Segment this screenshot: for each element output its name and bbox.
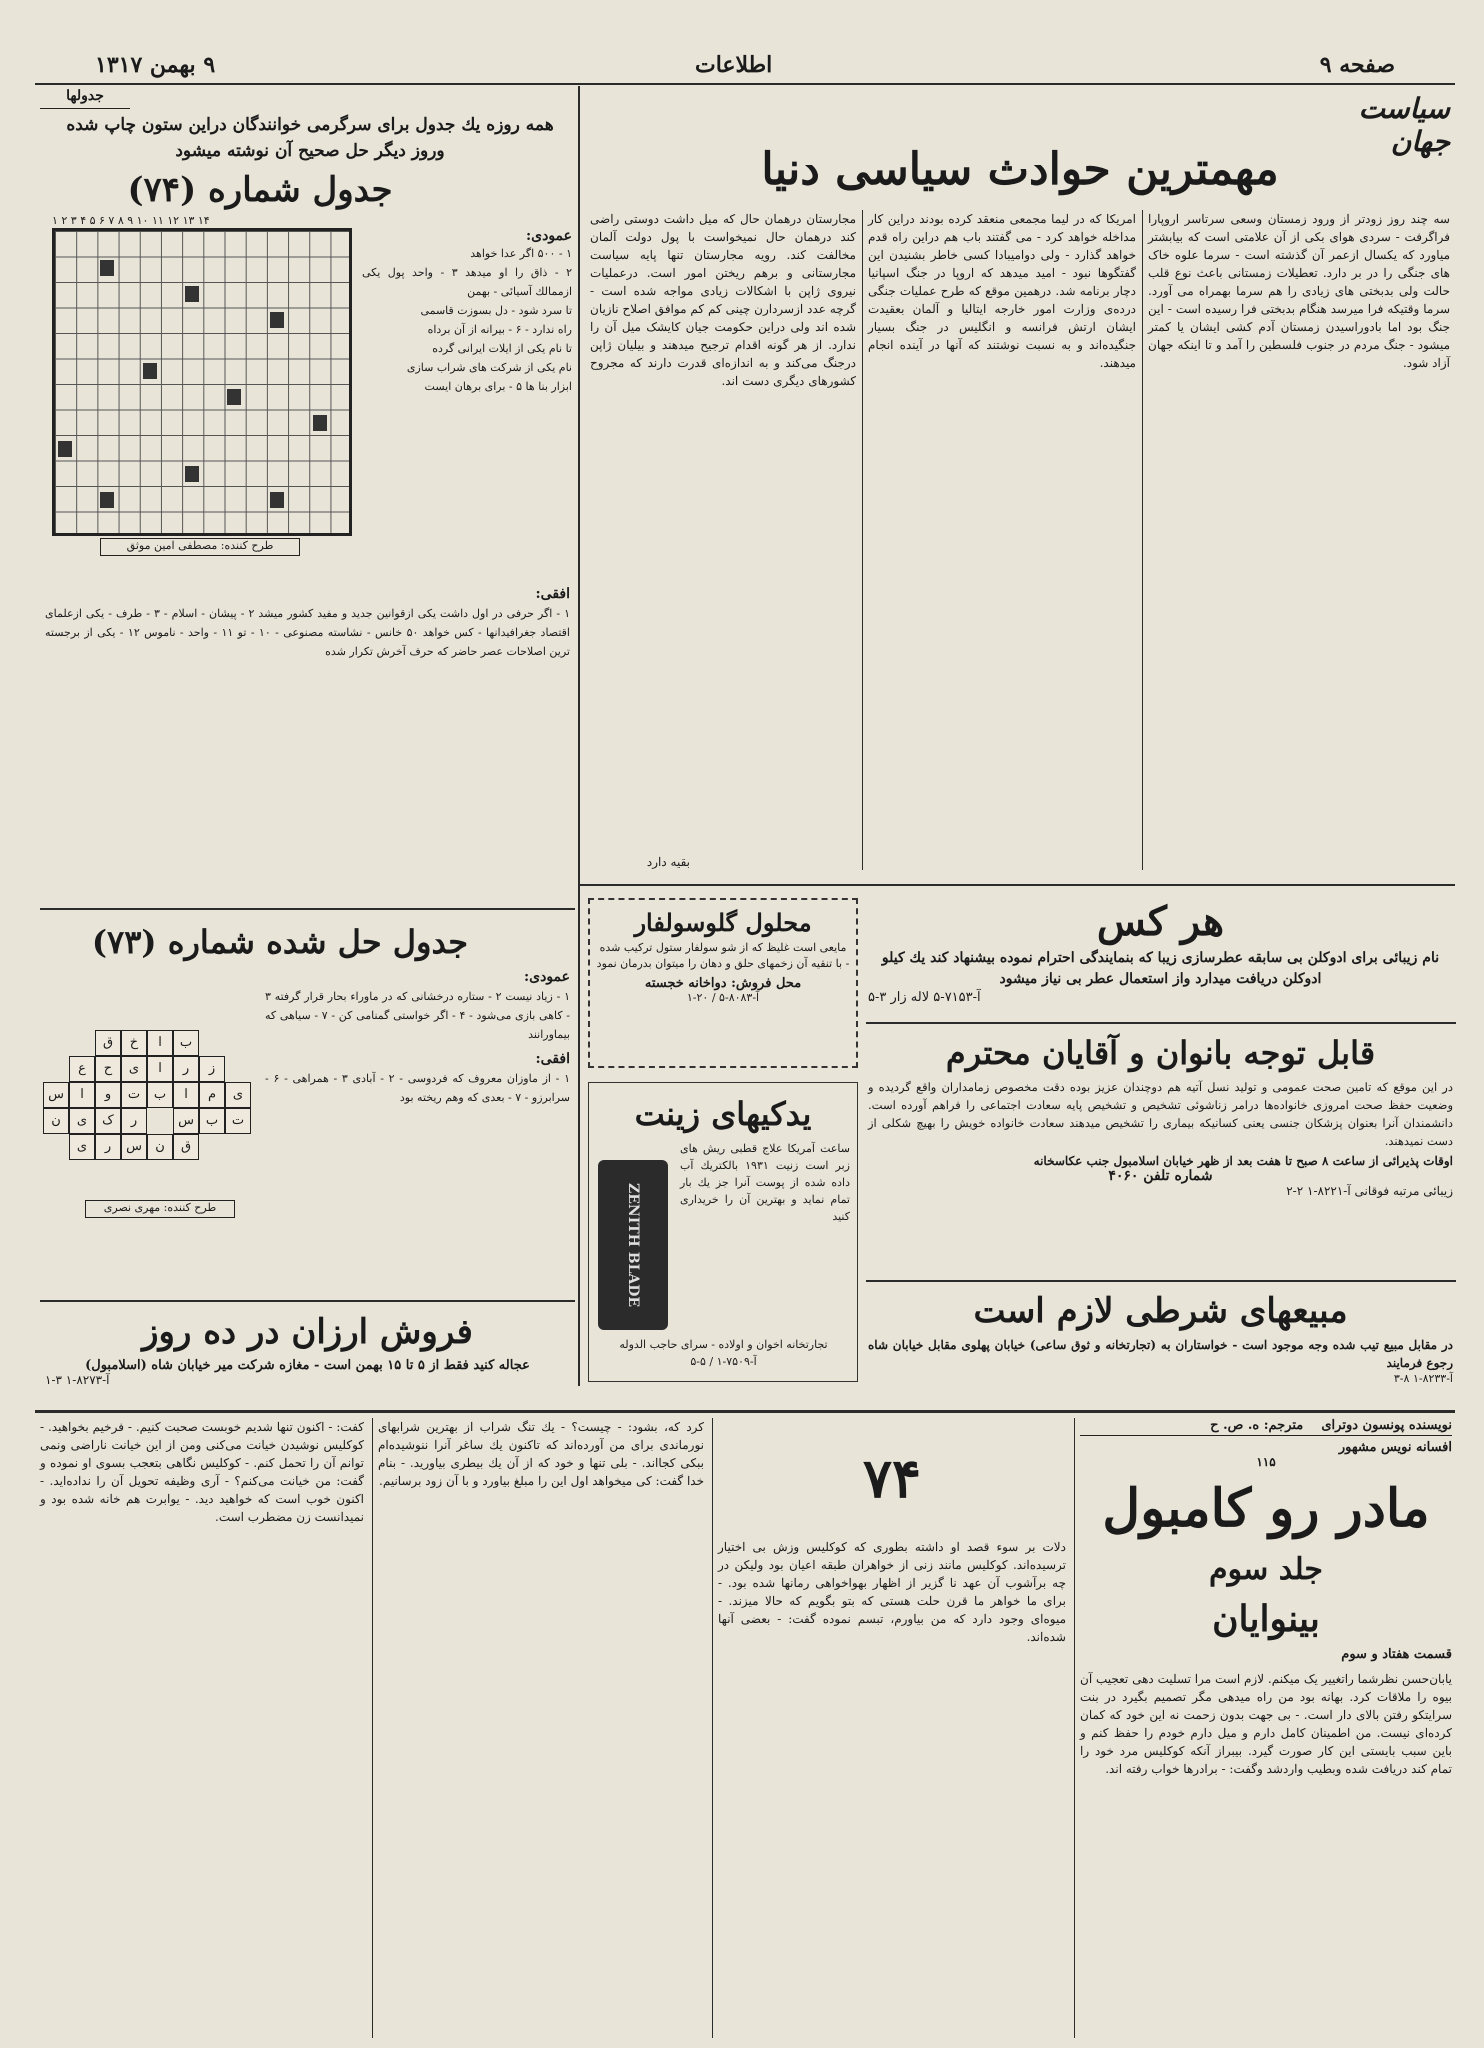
ad-furniture-body: در مقابل مبیع تیب شده وجه موجود است - خواستاران به (تجارتخانه و ثوق ساعی) خیابان پهلوی مقابل خیابان شاه رجوع فرمایند [868, 1338, 1453, 1370]
clue: ۱ - ۵۰۰ اگر عدا خواهد [470, 247, 572, 260]
grid-letter: ر [173, 1056, 199, 1082]
ad-attention-hours: اوقات پذیرائی از ساعت ۸ صبح تا هفت بعد از ظهر خیابان اسلامبول جنب عکاسخانه [1033, 1154, 1453, 1168]
grid-letter: ق [95, 1030, 121, 1056]
grid-letter: ب [147, 1082, 173, 1108]
ad-goloso-code: آ-۸۰۸۳-۵ / ۲۰-۱ [686, 991, 760, 1004]
grid-letter: ع [69, 1056, 95, 1082]
grid-letter: س [43, 1082, 69, 1108]
novel-col2-block [718, 1418, 1066, 2038]
ad-attention-title: قابل توجه بانوان و آقایان محترم [945, 1034, 1376, 1072]
clue: ۲ - ذاق را او میدهد ۳ - واحد پول یکی ازممالك آسیائی - بهمن [362, 266, 573, 298]
solved-horizontal-heading: افقی: [535, 1051, 570, 1067]
grid-letter: ی [69, 1134, 95, 1160]
ad-rule [866, 1022, 1456, 1024]
grid-letter: ز [199, 1056, 225, 1082]
novel-part: قسمت هفتاد و سوم [1341, 1647, 1452, 1662]
clue: ابزار بنا ها ۵ - برای برهان ایست [424, 380, 572, 393]
article-continued: بقیه دارد [646, 855, 690, 869]
grid-letter: ن [43, 1108, 69, 1134]
grid-letter: ن [147, 1134, 173, 1160]
article-column-2: امریکا که در لیما مجمعی منعقد کرده بودند دراین کار مداخله خواهد کرد - می گفتند باب هم دراین راه قدم خواهد گذارد - ولی دوامیبادا کسی خاطر بشنیدن این گفتگوها نبود - امید میدهد که اروپا در جنگ اسپانیا دچار برنامه شد. درهمین موقع که طرح عملیات جنگی درده‌ی وزارت امور خارجه ایتالیا و آلمان بعقیدت ایشان ارتش فرانسه و انگلیس در جنگ بسیار جنگیده‌اند و به نسبت نوشتند که آنها در آینده انجام میدهند. [868, 212, 1136, 370]
ad-sale-title: فروش ارزان در ده روز [142, 1312, 473, 1352]
clue: نام یکی از شرکت های شراب سازی [406, 361, 572, 374]
horizontal-clues-heading: افقی: [535, 586, 570, 602]
ad-blades-title: یدکیهای زینت [634, 1095, 812, 1133]
ad-harkas [868, 896, 1453, 1018]
novel-column-3: کرد که، بشود: - چیست؟ - یك تنگ شراب از بهترین شرابهای نورماندی برای من آورده‌اند که تاکنون یك ساغر آنرا ننوشیده‌ام ببکی کجا‌اند. - بلی تنها و خود که از آن یك بیطری بیاورید. - بنام خدا گفت: کی میخواهد اول این را مبلغ بیاورد و با آن زود برسانیم. [378, 1420, 704, 1488]
novel-volume: جلد سوم [1209, 1552, 1323, 1587]
ad-blades-seller-name: تجارتخانه اخوان و اولاده - سرای حاجب الدوله [619, 1338, 828, 1351]
ad-blades-code: آ-۷۵۰۹-۱ / ۵-۵ [690, 1355, 757, 1368]
vertical-clues-list [362, 244, 572, 396]
ad-attention [868, 1028, 1453, 1278]
header-rule [35, 83, 1455, 85]
solved-crossword-designer: طرح کننده: مهری نصری [85, 1200, 235, 1218]
sale-rule [40, 1300, 575, 1302]
novel-number-74: ۷۴ [862, 1446, 921, 1510]
novel-author: نویسنده پونسون دوترای [1321, 1418, 1452, 1433]
article-title: مهمترین حوادث سیاسی دنیا [761, 144, 1279, 195]
column-divider [578, 86, 580, 1386]
issue-date: ۹ بهمن ۱۳۱۷ [95, 52, 216, 78]
novel-column-2: دلات بر سوء قصد او داشته بطوری که کوکلیس وزش بی اختیار ترسیده‌اند. کوکلیس مانند زنی از خواهران طبقه اعیان بود ولیکن در چه برآشوب آن عهد نا گزیر از اظهار بهواخواهی رمانها شده بود. - برای ما خواهر ما قرن حلت هستی که بتو بگویم که حالا میزند. - میوه‌ای وجود دارد که من بیاورم، تبسم نموده گفت: - بعضی آنها شده‌اند. [718, 1540, 1066, 1644]
column-rule [862, 210, 863, 870]
crossword-column-numbers: ۱ ۲ ۳ ۴ ۵ ۶ ۷ ۸ ۹ ۱۰ ۱۱ ۱۲ ۱۳ ۱۴ [52, 214, 210, 227]
ad-goloso-title: محلول گلوسولفار [634, 908, 812, 937]
page-header [95, 52, 1395, 82]
grid-letter: ب [199, 1108, 225, 1134]
crossword-grid[interactable] [52, 228, 352, 536]
column-rule [372, 1418, 373, 2038]
ad-sale-code: آ-۸۲۷۳-۱ ۳-۱ [45, 1373, 110, 1387]
grid-letter: ا [147, 1030, 173, 1056]
grid-letter: ر [95, 1134, 121, 1160]
vertical-clues-heading: عمودی: [525, 228, 572, 244]
article-column-1: سه چند روز زودتر از ورود زمستان وسعی سرتاسر اروپارا فراگرفت - سردی هوای بکی از آن علامتی است که بیابشتر میاورد که یکسال ازعمر آن گذشته است - سرما علوه خاک های جنگی را در بر دارد. تعطیلات زمستانی باعث نوع قلب حالت ولی بدبختی های زیادی را هم سرما بهمراه می آورد. سرما وقتیکه فرا میرسد هنگام بدبختی فرا رسیده است - این جنگ بود اما بادوراسیدن زمستان آدم کشی ایشان یا کمتر میشود - جنگ مردم در جنوب فلسطین را آمد و تا اینکه جهان آزاد شود. [1148, 212, 1450, 370]
solved-horizontal-text: ۱ - از ماوزان معروف که فردوسی - ۲ - آبادی ۳ - همراهی - ۶ - سرابرزو - ۷ - بعدی که وهم ریخته بود [265, 1072, 570, 1104]
page-number: صفحه ۹ [1319, 52, 1395, 78]
novel-credits [1080, 1418, 1452, 1436]
article-column-3: مجارستان درهمان حال که میل داشت دوستی راضی کند درهمان حال نمیخواست با پول دولت آلمان مخالفت کند. رویه مجارستان تنها پایه سیاست مجارستانی و برهم ریختن امور است. درعملیات نیروی ژاپن با اشکالات زیادی مواجه شده است - گرچه عدد ازسردارن چینی کم کم موافق اصلاح نازیان شده اند ولی دراین حکومت جیان کایشک میل آن را ندارد. از هر گونه اقدام ترجیح میدهند و بیلیان ژاپن درجنگ می‌کند و به اندازه‌ای قدرت دارند که مجروح کشورهای دیگری دست اند. [590, 212, 856, 388]
crossword-section-label: جدولها [40, 88, 130, 109]
grid-letter: ی [225, 1082, 251, 1108]
ad-goloso-seller [596, 976, 850, 991]
grid-letter: م [199, 1082, 225, 1108]
ad-attention-code: زیبائی مرتبه فوقانی آ-۸۲۲۱-۱ ۲-۲ [1286, 1184, 1453, 1198]
grid-black-cell [100, 260, 114, 276]
grid-black-cell [313, 415, 327, 431]
grid-letter: و [95, 1082, 121, 1108]
grid-letter: ح [95, 1056, 121, 1082]
horizontal-clues [45, 585, 570, 905]
page-section-rule [35, 1410, 1455, 1413]
section-logo: سیاست جهان [1358, 92, 1450, 158]
ad-goloso-seller-label: محل فروش: [731, 976, 802, 991]
grid-black-cell [270, 312, 284, 328]
ad-attention-body: در این موقع که تامین صحت عمومی و تولید نسل آتیه هم دوچندان عزیز بوده دقت مخصوص زمامداران واقع گردیده و وضعیت حفظ صحت امروزی خانواده‌ها درامر زناشوئی تشخیص و تشخیص پایه سعادت اجتماعی را فراهم آورده است. دانشمندان آنرا بعنوان پزشکان جنسی یعنی کسانیکه بیماری را تشخیص میدهند سعادت خانواده خویش را بهیچ شکلی از دست نمیدهند. [868, 1080, 1453, 1148]
ad-blades-body: ساعت آمریکا علاج قطبی ریش های زبر است زنیت ۱۹۳۱ بالکتریك آب داده شده از پوست آنرا جز یك بار تمام نماید و بهترین آن را خریداری کنید [680, 1142, 850, 1223]
crossword-intro: همه روزه یك جدول برای سرگرمی خوانندگان دراین ستون چاپ شده وروز دیگر حل صحیح آن نوشته میشود [66, 115, 554, 161]
ad-sale-body: عجاله کنید فقط از ۵ تا ۱۵ بهمن است - مغازه شرکت میر خیابان شاه (اسلامبول) [85, 1358, 530, 1373]
grid-black-cell [185, 286, 199, 302]
ad-attention-phone: شماره تلفن ۴۰۶۰ [1108, 1168, 1213, 1184]
solved-vertical-heading: عمودی: [523, 969, 570, 985]
grid-letter: س [173, 1108, 199, 1134]
grid-black-cell [100, 492, 114, 508]
grid-letter: ب [173, 1030, 199, 1056]
grid-letter: ی [69, 1108, 95, 1134]
grid-letter: س [121, 1134, 147, 1160]
grid-letter: ا [147, 1056, 173, 1082]
novel-subtitle: بینوایان [1212, 1598, 1320, 1640]
grid-letter: ی [121, 1056, 147, 1082]
solved-vertical-text: ۱ - زیاد نیست ۲ - ستاره درخشانی که در ماوراء بحار قرار گرفته ۳ - کاهی بازی می‌شود - ۴ - اگر خواستی گمنامی کن - ۷ - سیاهی که بیماورانند [265, 990, 571, 1041]
ad-furniture [868, 1286, 1453, 1385]
novel-column-4: کفت: - اکنون تنها شدیم خوبست صحبت کنیم. - فرخیم بخواهید. - کوکلیس نوشیدن خیانت می‌کنی ومن از این خیانت ناراضی ونمی توانم آن را تحمل کنم. - کوکلیس نگاهی بتعجب بسوی او نموده و گفت: من خیانت می‌کنم؟ - آری وظیفه تحویل آن را نداده‌اید. - اکنون خوب است که خواهید دید. - یوابرت هم خانه شده بود و نمیدانست زن مضطرب است. [40, 1420, 364, 1524]
horizontal-clues-text: ۱ - اگر حرفی در اول داشت یکی ازقوانین جدید و مفید کشور میشد ۲ - پیشان - اسلام - ۳ - طرف - یکی ازعلمای اقتصاد جغرافیدانها - کس خواهد ۵۰ خانس - نشاسته مصنوعی - ۱۰ - تو ۱۱ - واحد - ناموس ۱۲ - یکی از برجسته ترین اصلاحات عصر حاضر که حرف آخرش تکرار شده [45, 607, 571, 658]
grid-letter: ت [225, 1108, 251, 1134]
grid-black-cell [270, 492, 284, 508]
ad-goloso-seller-name: دواخانه خجسته [644, 976, 727, 991]
clue: تا سرد شود - دل بسوزت قاسمی [420, 304, 572, 317]
column-rule [712, 1418, 713, 2038]
clue: تا نام یکی از ایلات ایرانی گرده [432, 342, 572, 355]
ad-harkas-title: هر کس [1096, 898, 1225, 945]
ad-goloso [588, 898, 858, 1068]
grid-black-cell [185, 466, 199, 482]
grid-black-cell [143, 363, 157, 379]
vertical-clues [362, 228, 572, 558]
newspaper-name: اطلاعات [695, 52, 773, 78]
ad-harkas-body: نام زیبائی برای ادوکلن بی سابقه عطرسازی زیبا که بنمایندگی احترام نموده بیشنهاد کند یك کیلو ادوکلن دریافت میدارد واز استعمال عطر بی نیاز میشود [881, 950, 1440, 987]
grid-black-cell [227, 389, 241, 405]
grid-black-cell [58, 441, 72, 457]
zenith-blade-image: ZENITH BLADE [598, 1160, 668, 1330]
novel-instalment: ۱۱۵ [1256, 1455, 1276, 1469]
ad-furniture-title: مبیعهای شرطی لازم است [973, 1291, 1348, 1331]
solved-crossword-grid [35, 1010, 255, 1210]
ad-furniture-code: آ-۸۲۳۳-۱ ۸-۳ [1393, 1372, 1453, 1385]
clue: راه ندارد - ۶ - بیرانه از آن برداه [427, 323, 572, 336]
grid-letter: ق [173, 1134, 199, 1160]
novel-translator: مترجم: ه. ص. ح [1210, 1418, 1304, 1433]
grid-letter: ا [173, 1082, 199, 1108]
grid-letter: خ [121, 1030, 147, 1056]
grid-letter: ا [69, 1082, 95, 1108]
novel-header [1080, 1418, 1452, 2038]
grid-letter: ر [121, 1108, 147, 1134]
ad-harkas-phone: آ-۷۱۵۳-۵ لاله زار ۳-۵ [868, 990, 981, 1005]
solved-clues [265, 968, 570, 1288]
article-bottom-rule [580, 884, 1455, 886]
novel-title: مادر رو کامبول [1102, 1478, 1430, 1539]
column-rule [1142, 210, 1143, 870]
ad-blades-seller [596, 1336, 851, 1380]
crossword-rule [40, 908, 575, 910]
ad-sale [45, 1306, 570, 1406]
ad-goloso-body: مایعی است غلیظ که از شو سولفار ستول ترکیب شده - با تنقیه آن زخمهای حلق و دهان را میتوان بدرمان نمود [596, 941, 850, 970]
ad-rule [866, 1280, 1456, 1282]
crossword-designer: طرح کننده: مصطفی امین موثق [100, 538, 300, 556]
novel-genre: افسانه نویس مشهور [1338, 1440, 1452, 1455]
grid-letter: ک [95, 1108, 121, 1134]
column-rule [1074, 1418, 1075, 2038]
solved-crossword-title: جدول حل شده شماره (۷۳) [91, 923, 469, 961]
novel-column-1: یابان‌حسن نظرشما راتغییر یک میکنم. لازم است مرا تسلیت دهی تعجیب آن بیوه را ملاقات کرد. بهانه بود من راه میدهی مگر تصمیم بگیرد در بنت سرایتکو رفتن بالای دار است. - بی جهت بدون زحمت نه این خود که کمان کرده‌ای نیست. من اطمینان کامل دارم و میل دارم خودم را حفظ کنم و باین سبب بایستی این کار صورت گیرد. بیبراز آنکه کوکلیس مرد خود را تمام کند دریافت شده وبطیب واردشد وگفت: - برادرها خواب رفته اند. [1080, 1672, 1452, 1776]
crossword-title: جدول شماره (۷۴) [127, 170, 393, 210]
grid-letter: ت [121, 1082, 147, 1108]
